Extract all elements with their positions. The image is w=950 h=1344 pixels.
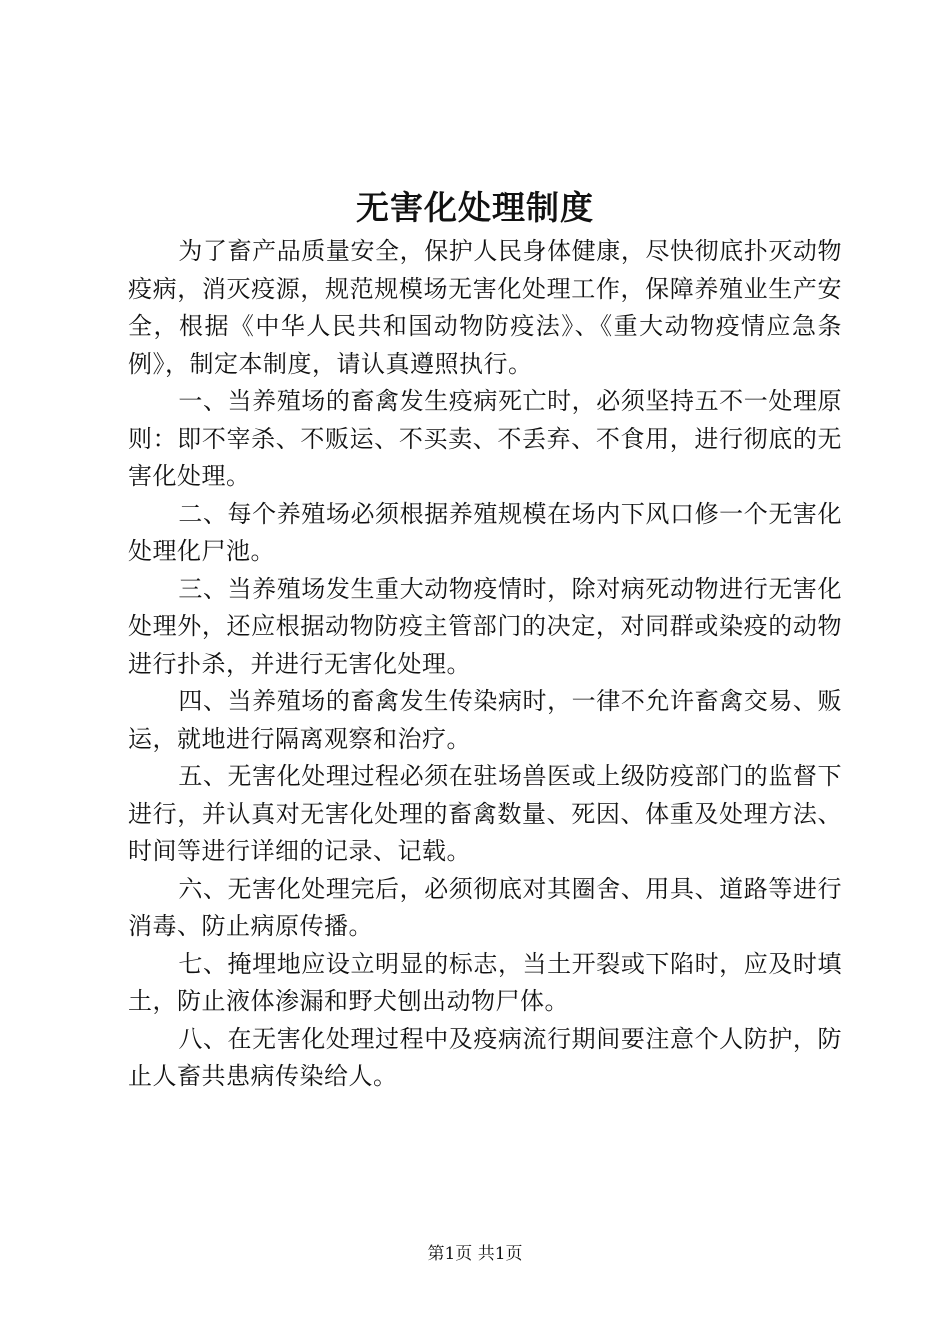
document-body — [128, 233, 842, 1096]
paragraph-rule-8: 八、在无害化处理过程中及疫病流行期间要注意个人防护，防止人畜共患病传染给人。 — [128, 1024, 842, 1090]
page-title: 无害化处理制度 — [356, 188, 594, 227]
paragraph-rule-3: 三、当养殖场发生重大动物疫情时，除对病死动物进行无害化处理外，还应根据动物防疫主管部门的决定，对同群或染疫的动物进行扑杀，并进行无害化处理。 — [128, 574, 842, 678]
paragraph-rule-4: 四、当养殖场的畜禽发生传染病时，一律不允许畜禽交易、贩运，就地进行隔离观察和治疗。 — [128, 687, 842, 753]
paragraph-preamble: 为了畜产品质量安全，保护人民身体健康，尽快彻底扑灭动物疫病，消灭疫源，规范规模场无害化处理工作，保障养殖业生产安全，根据《中华人民共和国动物防疫法》、《重大动物疫情应急条例》，制定本制度，请认真遵照执行。 — [128, 237, 842, 378]
paragraph-rule-2: 二、每个养殖场必须根据养殖规模在场内下风口修一个无害化处理化尸池。 — [128, 499, 842, 565]
paragraph-rule-6: 六、无害化处理完后，必须彻底对其圈舍、用具、道路等进行消毒、防止病原传播。 — [128, 874, 842, 940]
page-number-footer: 第1页 共1页 — [427, 1244, 523, 1264]
paragraph-rule-5: 五、无害化处理过程必须在驻场兽医或上级防疫部门的监督下进行，并认真对无害化处理的畜禽数量、死因、体重及处理方法、时间等进行详细的记录、记载。 — [128, 762, 842, 865]
paragraph-rule-1: 一、当养殖场的畜禽发生疫病死亡时，必须坚持五不一处理原则：即不宰杀、不贩运、不买卖、不丢弃、不食用，进行彻底的无害化处理。 — [128, 387, 842, 490]
paragraph-rule-7: 七、掩埋地应设立明显的标志，当土开裂或下陷时，应及时填土，防止液体渗漏和野犬刨出动物尸体。 — [128, 949, 842, 1015]
